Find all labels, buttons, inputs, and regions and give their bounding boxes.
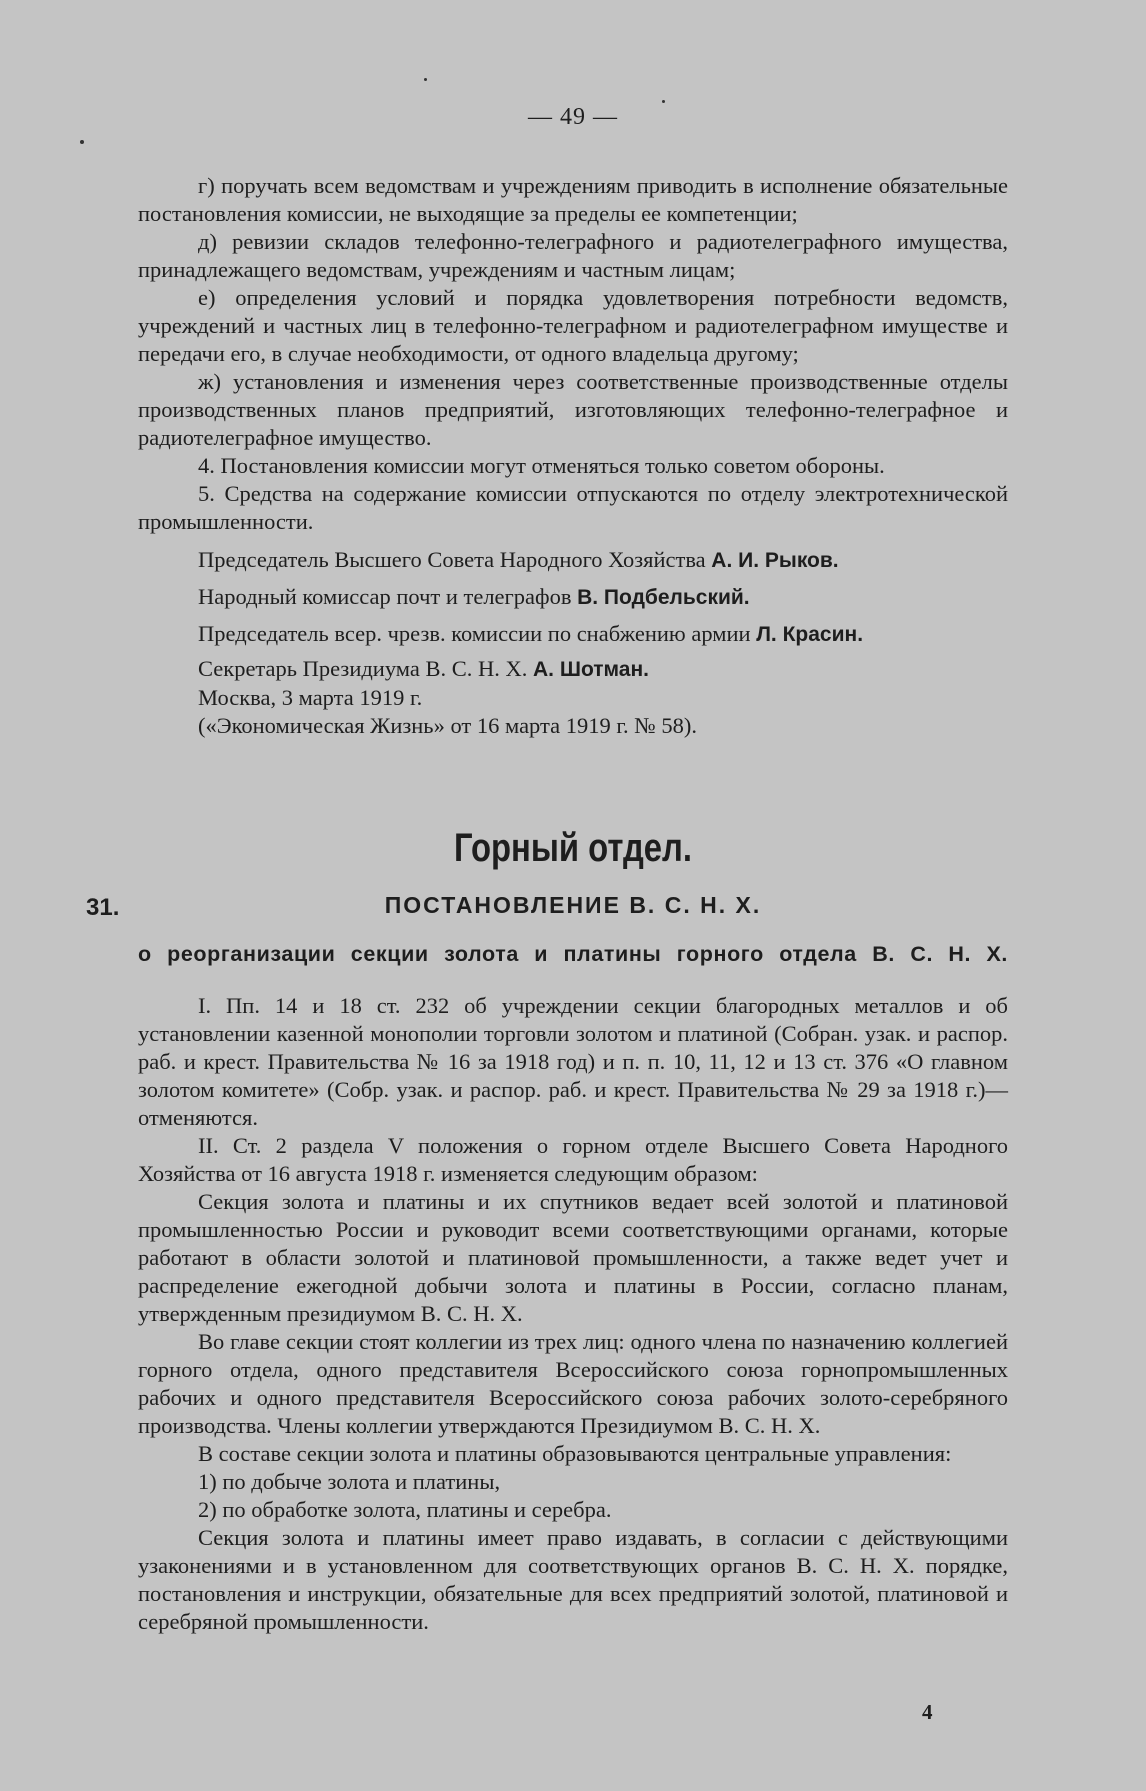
paragraph-e: е) определения условий и порядка удовлетворения потребности ведомств, учреждений и частных лиц в телефонно-телеграфном и радиотелеграфном имуществе и передачи его, в случае необходимости, от одного владельца другому; [138,285,1008,366]
signatory-line [138,583,1008,612]
paragraph-II: II. Ст. 2 раздела V положения о горном отделе Высшего Совета Народного Хозяйства от 16 августа 1918 г. изменяется следующим образом: [138,1133,1008,1186]
paragraph-d: д) ревизии складов телефонно-телеграфного и радиотелеграфного имущества, принадлежащего ведомствам, учреждениям и частным лицам; [138,229,1008,282]
signatory-title: Секретарь Президиума В. С. Н. Х. [198,656,528,681]
paragraph-item-1: 1) по добыче золота и платины, [198,1469,501,1494]
decree-subtitle: о реорганизации секции золота и платины горного отдела В. С. Н. Х. [138,942,1008,966]
paragraph-section-duties: Секция золота и платины и их спутников ведает всей золотой и платиновой промышленностью России и руководит всеми соответствующими органами, которые работают в области золотой и платиновой промышленности, а также ведет учет и распределение ежегодной добычи золота и платины в России, согласно планам, утвержденным президиумом В. С. Н. Х. [138,1189,1008,1326]
signatory-name: В. Подбельский. [577,586,750,609]
signatory-title: Председатель всер. чрезв. комиссии по снабжению армии [198,621,751,646]
paragraph-item-2: 2) по обработке золота, платины и серебра. [198,1497,612,1522]
signatory-title: Председатель Высшего Совета Народного Хозяйства [198,547,706,572]
page-number: — 49 — [528,104,618,130]
signatory-line [138,546,1008,575]
scan-speck [424,78,427,81]
paragraph-collegium: Во главе секции стоят коллегии из трех лиц: одного члена по назначению коллегией горного отдела, одного представителя Всероссийского союза горнопромышленных рабочих и одного представителя Всероссийского союза рабочих золото-серебряного производства. Члены коллегии утверждаются Президиумом В. С. Н. Х. [138,1329,1008,1438]
signatory-name: А. Шотман. [533,658,649,681]
bottom-text-block [138,992,1008,1636]
paragraph-rights: Секция золота и платины имеет право издавать, в согласии с действующими узаконениями и в установленном для соответствующих органов В. С. Н. Х. порядке, постановления и инструкции, обязательные для всех предприятий золотой, платиновой и серебряной промышленности. [138,1525,1008,1634]
source-note: («Экономическая Жизнь» от 16 марта 1919 г. № 58). [198,713,697,738]
signatory-line [138,655,1008,684]
paragraph-5: 5. Средства на содержание комиссии отпускаются по отделу электротехнической промышленности. [138,481,1008,534]
paragraph-g: г) поручать всем ведомствам и учреждениям приводить в исполнение обязательные постановления комиссии, не выходящие за пределы ее компетенции; [138,173,1008,226]
signatory-name: А. И. Рыков. [711,549,839,572]
place-date: Москва, 3 марта 1919 г. [198,685,423,710]
paragraph-zh: ж) установления и изменения через соответственные производственные отделы производственных планов предприятий, изготовляющих телефонно-телеграфное и радиотелеграфное имущество. [138,369,1008,450]
paragraph-central-boards: В составе секции золота и платины образовываются центральные управления: [198,1441,952,1466]
sheet-number: 4 [922,1700,933,1724]
paragraph-I: I. Пп. 14 и 18 ст. 232 об учреждении секции благородных металлов и об установлении казенной монополии торговли золотом и платиной (Собран. узак. и распор. раб. и крест. Правительства № 16 за 1918 год) и п. п. 10, 11, 12 и 13 ст. 376 «О главном золотом комитете» (Собр. узак. и распор. раб. и крест. Правительства № 29 за 1918 г.)—отменяются. [138,993,1008,1130]
scan-speck [80,140,84,144]
decree-title: ПОСТАНОВЛЕНИЕ В. С. Н. Х. [384,892,762,918]
signatory-line [138,620,1008,649]
top-text-block [138,172,1008,740]
section-title: Горный отдел. [453,826,692,870]
signatory-title: Народный комиссар почт и телеграфов [198,584,572,609]
paragraph-4: 4. Постановления комиссии могут отменяться только советом обороны. [198,453,885,478]
decree-number: 31. [86,894,120,921]
scan-speck [662,100,665,103]
signatory-name: Л. Красин. [756,623,864,646]
